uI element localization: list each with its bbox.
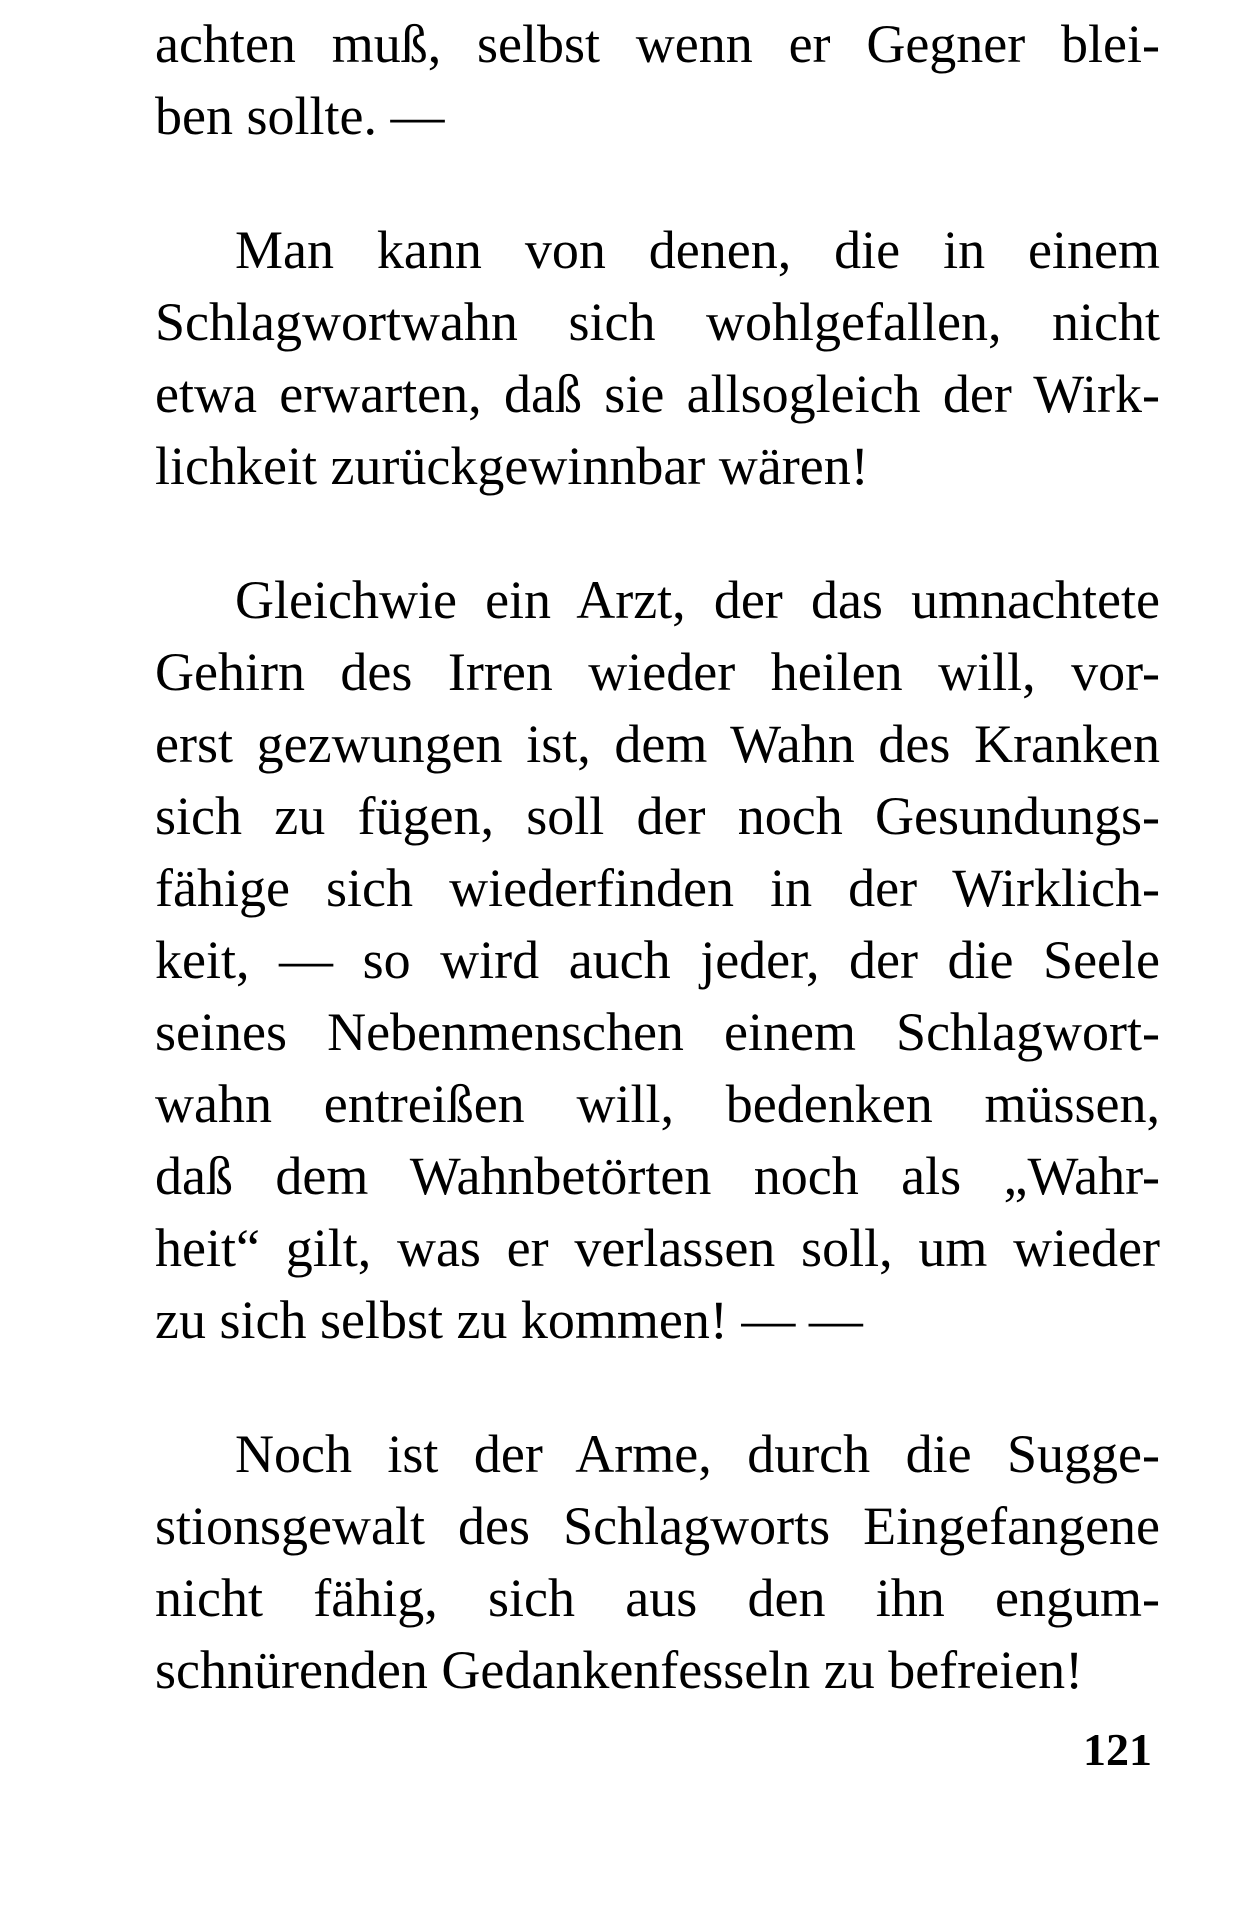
text-line: seines Nebenmenschen einem Schlagwort-: [155, 1002, 1160, 1062]
text-line: stionsgewalt des Schlagworts Eingefangene: [155, 1496, 1160, 1556]
text-line: zu sich selbst zu kommen! — —: [155, 1290, 863, 1350]
page-number: 121: [1083, 1724, 1152, 1775]
text-line: wahn entreißen will, bedenken müssen,: [155, 1074, 1160, 1134]
text-line: daß dem Wahnbetörten noch als „Wahr-: [155, 1146, 1160, 1206]
text-line: Gehirn des Irren wieder heilen will, vor-: [155, 642, 1160, 702]
text-line: etwa erwarten, daß sie allsogleich der Wirk-: [155, 364, 1160, 424]
text-line: achten muß, selbst wenn er Gegner blei-: [155, 14, 1160, 74]
text-line: keit, — so wird auch jeder, der die Seele: [155, 930, 1160, 990]
text-line: fähige sich wiederfinden in der Wirklich-: [155, 858, 1160, 918]
paragraph-start-line: Noch ist der Arme, durch die Sugge-: [235, 1424, 1160, 1484]
paragraph-start-line: Gleichwie ein Arzt, der das umnachtete: [235, 570, 1160, 630]
text-line: heit“ gilt, was er verlassen soll, um wieder: [155, 1218, 1160, 1278]
paragraph-start-line: Man kann von denen, die in einem: [235, 220, 1160, 280]
text-line: Schlagwortwahn sich wohlgefallen, nicht: [155, 292, 1160, 352]
text-line: ben sollte. —: [155, 86, 445, 146]
text-line: nicht fähig, sich aus den ihn engum-: [155, 1568, 1160, 1628]
text-line: erst gezwungen ist, dem Wahn des Kranken: [155, 714, 1160, 774]
text-line: lichkeit zurückgewinnbar wären!: [155, 436, 869, 496]
text-line: sich zu fügen, soll der noch Gesundungs-: [155, 786, 1160, 846]
text-line: schnürenden Gedankenfesseln zu befreien!: [155, 1640, 1084, 1700]
